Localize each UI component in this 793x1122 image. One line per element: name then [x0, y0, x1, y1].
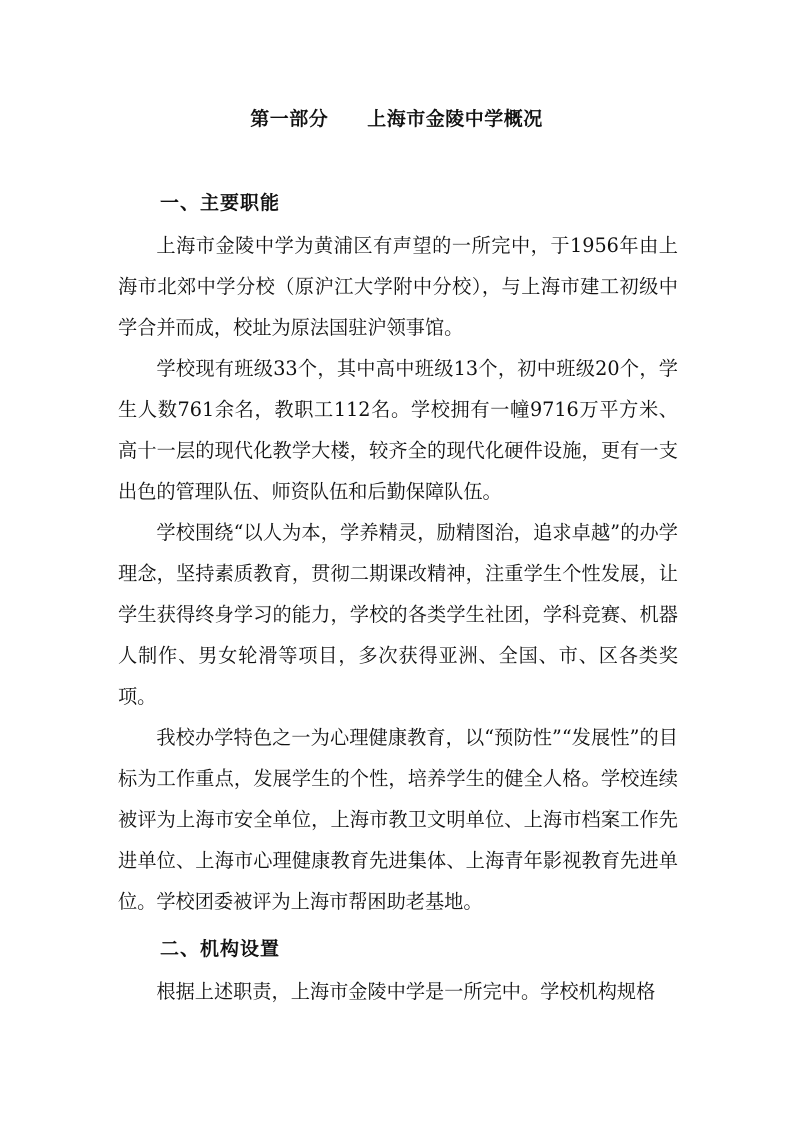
paragraph-organization: 根据上述职责，上海市金陵中学是一所完中。学校机构规格: [156, 980, 656, 1003]
section-heading-main-functions: 一、主要职能: [160, 192, 281, 214]
paragraph-school-history: 上海市金陵中学为黄浦区有声望的一所完中，于1956年由上海市北郊中学分校（原沪江大学附中分校），与上海市建工初级中学合并而成，校址为原法国驻沪领事馆。: [118, 234, 678, 339]
paragraph-school-features: 我校办学特色之一为心理健康教育，以“预防性”“发展性”的目标为工作重点，发展学生的个性，培养学生的健全人格。学校连续被评为上海市安全单位，上海市教卫文明单位、上海市档案工作先进单位、上海市心理健康教育先进集体、上海青年影视教育先进单位。学校团委被评为上海市帮困助老基地。: [118, 726, 678, 913]
section-heading-organization: 二、机构设置: [160, 938, 281, 960]
page-title: 第一部分 上海市金陵中学概况: [250, 108, 543, 130]
paragraph-school-scale: 学校现有班级33个，其中高中班级13个，初中班级20个，学生人数761余名，教职工112名。学校拥有一幢9716万平方米、高十一层的现代化教学大楼，较齐全的现代化硬件设施，更有一支出色的管理队伍、师资队伍和后勤保障队伍。: [118, 357, 678, 503]
paragraph-school-philosophy: 学校围绕“以人为本，学养精灵，励精图治，追求卓越”的办学理念，坚持素质教育，贯彻二期课改精神，注重学生个性发展，让学生获得终身学习的能力，学校的各类学生社团，学科竞赛、机器人制作、男女轮滑等项目，多次获得亚洲、全国、市、区各类奖项。: [118, 521, 678, 708]
